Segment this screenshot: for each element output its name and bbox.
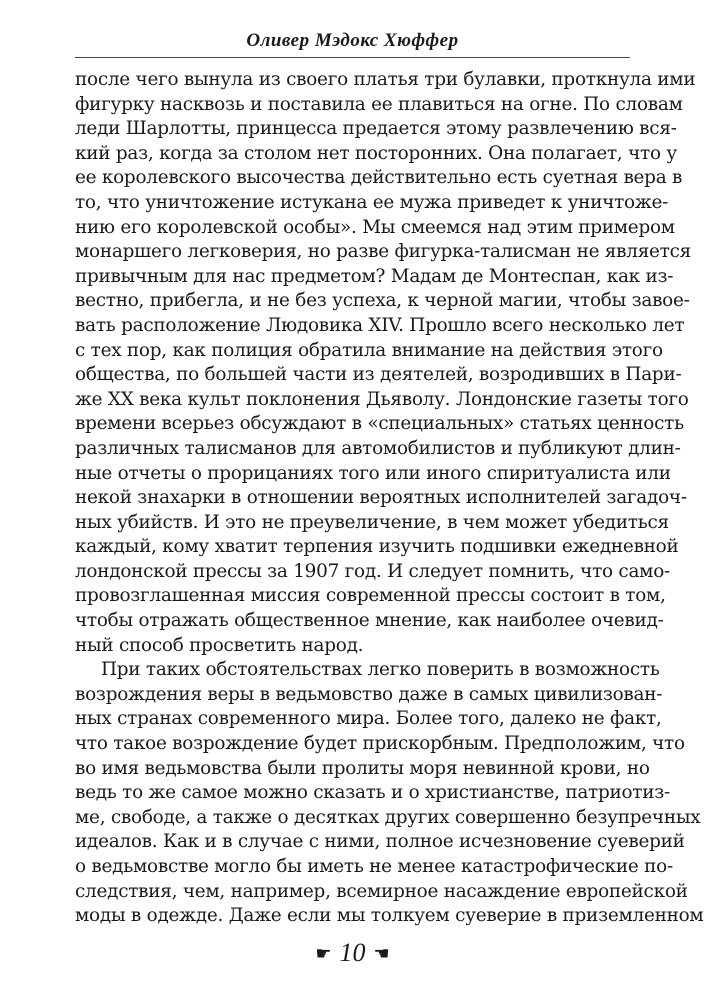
text-line: При таких обстоятельствах легко поверить в возможность	[101, 659, 660, 681]
text-line: ведь то же самое можно сказать и о христианстве, патриотиз-	[75, 782, 670, 804]
paragraph	[75, 68, 696, 658]
text-line: то, что уничтожение истукана ее мужа приведет к уничтоже-	[75, 191, 669, 213]
text-line: моды в одежде. Даже если мы толкуем суеверие в приземленном	[75, 905, 704, 927]
text-line: ме, свободе, а также о десятках других совершенно безупречных	[75, 806, 701, 828]
text-line: что такое возрождение будет прискорбным. Предположим, что	[75, 733, 685, 755]
text-line: с тех пор, как полиция обратила внимание на действия этого	[75, 339, 663, 361]
text-line: ный способ просветить народ.	[75, 634, 364, 656]
text-line: идеалов. Как и в случае с ними, полное исчезновение суеверий	[75, 831, 685, 853]
text-line: после чего вынула из своего платья три булавки, проткнула ими	[75, 69, 696, 90]
text-line: ее королевского высочества действительно есть суетная вера в	[75, 167, 683, 189]
text-line: времени всерьез обсуждают в «специальных» статьях ценность	[75, 413, 684, 435]
text-line: чтобы отражать общественное мнение, как наиболее очевид-	[75, 610, 664, 632]
text-line: различных талисманов для автомобилистов и публикуют длин-	[75, 437, 681, 459]
text-line: ных убийств. И это не преувеличение, в чем может убедиться	[75, 511, 669, 533]
header-rule	[75, 57, 630, 58]
text-line: во имя ведьмовства были пролиты моря невинной крови, но	[75, 757, 650, 779]
text-line: же XX века культ поклонения Дьяволу. Лондонские газеты того	[75, 388, 689, 410]
text-line: вать расположение Людовика XIV. Прошло всего несколько лет	[75, 314, 685, 336]
text-line: лондонской прессы за 1907 год. И следует помнить, что само-	[75, 560, 671, 582]
text-line: ные отчеты о прорицаниях того или иного спиритуалиста или	[75, 462, 671, 484]
text-line: нию его королевской особы». Мы смеемся над этим примером	[75, 216, 675, 238]
text-line: возрождения веры в ведьмовство даже в самых цивилизован-	[75, 683, 663, 705]
pointing-hand-right-icon: ☛	[315, 943, 332, 965]
page-body	[75, 68, 704, 929]
running-title: Оливер Мэдокс Хюффер	[246, 30, 459, 51]
text-line: вестно, прибегла, и не без успеха, к черной магии, чтобы завое-	[75, 290, 690, 312]
text-line: некой знахарки в отношении вероятных исполнителей загадоч-	[75, 487, 687, 509]
text-line: каждый, кому хватит терпения изучить подшивки ежедневной	[75, 536, 679, 558]
text-line: фигурку насквозь и поставила ее плавиться на огне. По словам	[75, 93, 683, 115]
page-number: 10	[339, 938, 366, 967]
text-line: леди Шарлотты, принцесса предается этому развлечению вся-	[75, 118, 677, 140]
text-line: привычным для нас предметом? Мадам де Монтеспан, как из-	[75, 265, 674, 287]
text-line: о ведьмовстве могло бы иметь не менее катастрофические по-	[75, 856, 673, 877]
page-footer	[0, 938, 705, 968]
text-line: общества, по большей части из деятелей, возродивших в Пари-	[75, 364, 682, 386]
pointing-hand-left-icon: ☚	[373, 943, 390, 965]
text-line: кий раз, когда за столом нет посторонних. Она полагает, что у	[75, 142, 677, 164]
paragraph	[75, 658, 704, 929]
text-line: провозглашенная миссия современной прессы состоит в том,	[75, 585, 666, 607]
running-header	[75, 30, 630, 52]
text-line: следствия, чем, например, всемирное насаждение европейской	[75, 880, 688, 902]
text-line: ных странах современного мира. Более того, далеко не факт,	[75, 708, 662, 730]
text-line: монаршего легковерия, но разве фигурка-талисман не является	[75, 241, 692, 263]
